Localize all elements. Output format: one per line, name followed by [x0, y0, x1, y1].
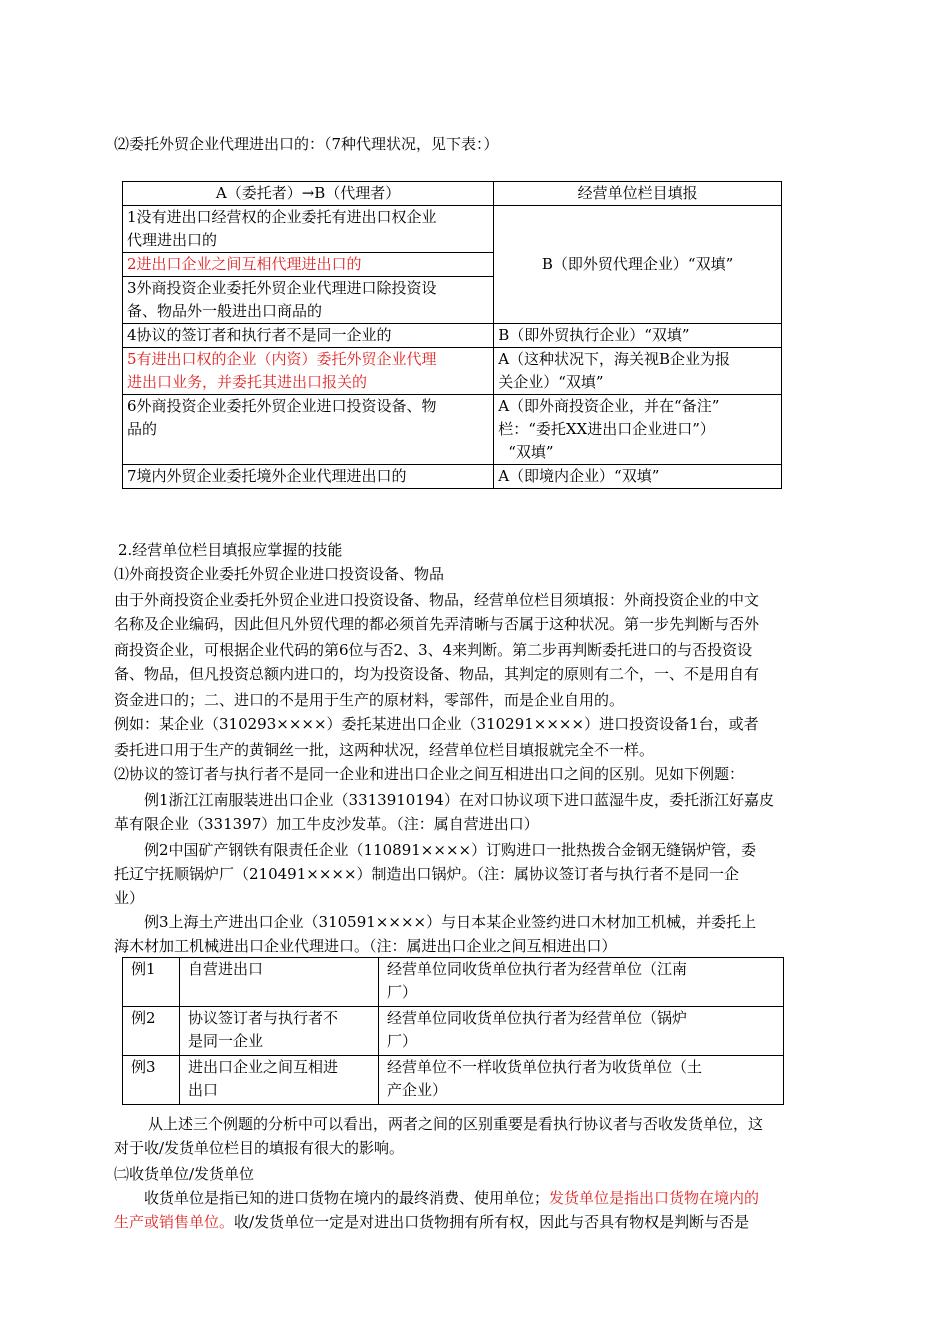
table-cell: B（即外贸执行企业）“双填” — [494, 324, 782, 348]
table-cell: 协议签订者与执行者不 是同一企业 — [180, 1007, 379, 1056]
paragraph-line: 托辽宁抚顺锅炉厂（210491××××）制造出口锅炉。（注：属协议签订者与执行者不是同一企 — [114, 865, 740, 883]
paragraph-line: 例2中国矿产钢铁有限责任企业（110891××××）订购进口一批热拨合金钢无缝锅炉管，委 — [144, 841, 757, 859]
table-cell: 2进出口企业之间互相代理进出口的 — [123, 253, 494, 277]
table-cell: 5有进出口权的企业（内资）委托外贸企业代理 进出口业务，并委托其进出口报关的 — [123, 348, 494, 395]
paragraph-line: 资金进口的；二、进口的不是用于生产的原材料，零部件，而是企业自用的。 — [114, 691, 625, 709]
table-header: 经营单位栏目填报 — [494, 182, 782, 206]
example-table — [122, 957, 784, 1105]
paragraph-line: 对于收/发货单位栏目的填报有很大的影响。 — [114, 1139, 405, 1157]
table-cell: 3外商投资企业委托外贸企业代理进口除投资设 备、物品外一般进出口商品的 — [123, 277, 494, 324]
paragraph-line: ⑴外商投资企业委托外贸企业进口投资设备、物品 — [114, 565, 445, 583]
paragraph-line: 例1浙江江南服装进出口企业（3313910194）在对口协议项下进口蓝湿牛皮，委托浙江好嘉皮 — [144, 791, 774, 809]
table-cell: 进出口企业之间互相进 出口 — [180, 1056, 379, 1105]
paragraph-line: 例3上海土产进出口企业（310591××××）与日本某企业签约进口木材加工机械，并委托上 — [144, 913, 757, 931]
table-cell: 经营单位同收货单位执行者为经营单位（江南 厂） — [379, 958, 784, 1007]
table-cell: 7境内外贸企业委托境外企业代理进出口的 — [123, 465, 494, 489]
paragraph-line: 名称及企业编码，因此但凡外贸代理的都必须首先弄清晰与否属于这种状况。第一步先判断与否外 — [114, 615, 760, 633]
table-cell: A（即境内企业）“双填” — [494, 465, 782, 489]
table-cell: 自营进出口 — [180, 958, 379, 1007]
table-cell: 例3 — [123, 1056, 180, 1105]
table-cell: 例2 — [123, 1007, 180, 1056]
paragraph-line: 由于外商投资企业委托外贸企业进口投资设备、物品，经营单位栏目须填报：外商投资企业的中文 — [114, 591, 760, 609]
section-heading: ⑵委托外贸企业代理进出口的：（7种代理状况，见下表：） — [114, 135, 499, 153]
paragraph-line: 例如：某企业（310293××××）委托某进出口企业（310291××××）进口投资设备1台，或者 — [114, 715, 759, 733]
paragraph-line: 委托进口用于生产的黄铜丝一批，这两种状况，经营单位栏目填报就完全不一样。 — [114, 741, 655, 759]
paragraph-line: ⑵协议的签订者与执行者不是同一企业和进出口企业之间互相进出口之间的区别。见如下例题： — [114, 765, 745, 783]
paragraph-line: 商投资企业，可根据企业代码的第6位与否2、3、4来判断。第二步再判断委托进口的与否投资设 — [114, 641, 753, 659]
paragraph-line: 生产或销售单位。收/发货单位一定是对进出口货物拥有所有权，因此与否具有物权是判断与否是 — [114, 1213, 750, 1231]
table-cell: B（即外贸代理企业）“双填” — [494, 206, 782, 324]
table-cell: A（即外商投资企业，并在“备注” 栏：“委托XX进出口企业进口”） “双填” — [494, 395, 782, 465]
paragraph-line: 从上述三个例题的分析中可以看出，两者之间的区别重要是看执行协议者与否收发货单位，这 — [148, 1115, 764, 1133]
paragraph-line: 收货单位是指已知的进口货物在境内的最终消费、使用单位；发货单位是指出口货物在境内的 — [144, 1189, 760, 1207]
table-cell: 例1 — [123, 958, 180, 1007]
table-cell: 1没有进出口经营权的企业委托有进出口权企业 代理进出口的 — [123, 206, 494, 253]
table-cell: 经营单位不一样收货单位执行者为收货单位（土 产企业） — [379, 1056, 784, 1105]
table-header: A（委托者）→B（代理者） — [123, 182, 494, 206]
paragraph-line: 备、物品，但凡投资总额内进口的，均为投资设备、物品，其判定的原则有二个，一、不是用自有 — [114, 665, 760, 683]
paragraph-line: 海木材加工机械进出口企业代理进口。（注：属进出口企业之间互相进出口） — [114, 937, 617, 955]
table-cell: A（这种状况下，海关视B企业为报 关企业）“双填” — [494, 348, 782, 395]
paragraph-line: 2.经营单位栏目填报应掌握的技能 — [118, 541, 343, 559]
paragraph-line: 业） — [114, 889, 145, 907]
agency-table — [122, 181, 782, 489]
paragraph-line: ㈡收货单位/发货单位 — [114, 1165, 255, 1183]
table-cell: 经营单位同收货单位执行者为经营单位（锅炉 厂） — [379, 1007, 784, 1056]
table-cell: 6外商投资企业委托外贸企业进口投资设备、物 品的 — [123, 395, 494, 465]
table-cell: 4协议的签订者和执行者不是同一企业的 — [123, 324, 494, 348]
paragraph-line: 革有限企业（331397）加工牛皮沙发革。（注：属自营进出口） — [114, 815, 539, 833]
